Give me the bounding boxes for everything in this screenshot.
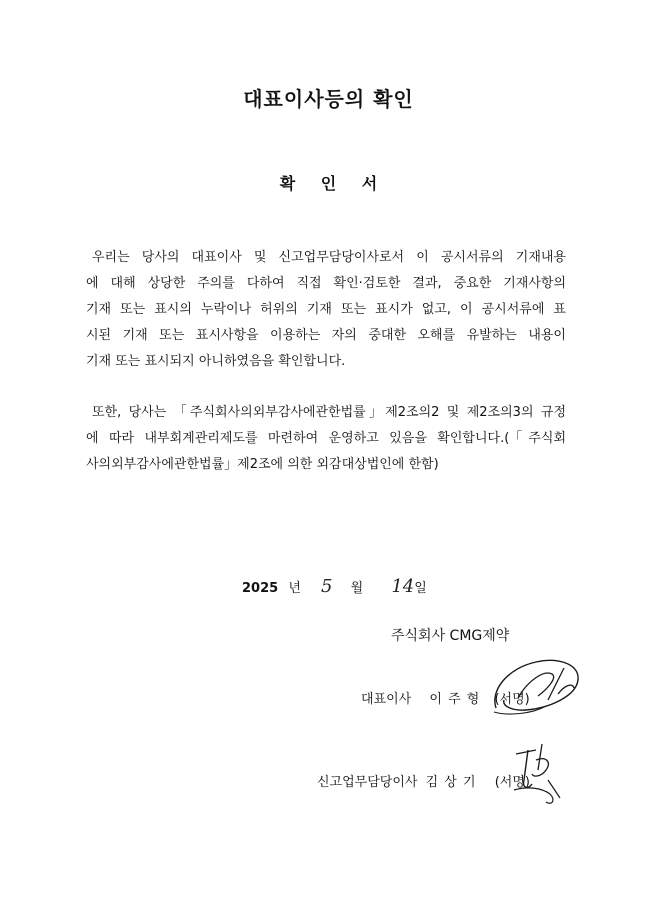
certificate-title: 확 인 서 [279,174,388,193]
signatory-role: 대표이사 [361,692,412,707]
date-month-unit: 월 [350,581,364,596]
signatory-role: 신고업무담당이사 [317,775,418,790]
issue-date [242,576,427,597]
internal-control-paragraph [86,400,566,478]
company-name: 주식회사 CMG제약 [391,628,510,644]
signature-placeholder: (서명) [494,692,530,707]
signatory-reporting-director [317,771,530,790]
signatory-name: 이 주 형 [429,692,481,707]
ceo-signature-icon [488,650,588,722]
paragraph-line: 우리는 당사의 대표이사 및 신고업무담당이사로서 이 공시서류의 기재내용 [92,250,566,265]
date-day-unit: 일 [414,581,427,596]
paragraph-line: 기재 또는 표시의 누락이나 허위의 기재 또는 표시가 없고, 이 공시서류에 표 [86,302,566,317]
paragraph-line: 사의외부감사에관한법률」제2조에 의한 외감대상법인에 한함) [86,457,439,472]
date-year-unit: 년 [288,581,301,596]
signatory-name: 김 상 기 [425,775,477,790]
signatory-ceo [361,688,530,707]
date-month: 5 [321,576,333,597]
signature-placeholder: (서명) [494,775,530,790]
paragraph-line: 기재 또는 표시되지 아니하였음을 확인합니다. [86,354,346,369]
date-year: 2025 [242,581,279,596]
date-day: 14 [391,576,415,597]
paragraph-line: 시된 기재 또는 표시사항을 이용하는 자의 중대한 오해를 유발하는 내용이 [86,328,566,343]
paragraph-line: 에 대해 상당한 주의를 다하여 직접 확인·검토한 결과, 중요한 기재사항의 [86,276,566,291]
confirmation-paragraph [86,245,566,375]
document-title: 대표이사등의 확인 [243,87,414,111]
paragraph-line: 또한, 당사는 「주식회사의외부감사에관한법률」제2조의2 및 제2조의3의 규정 [92,405,566,420]
paragraph-line: 에 따라 내부회계관리제도를 마련하여 운영하고 있음을 확인합니다.(「주식회 [86,431,566,446]
